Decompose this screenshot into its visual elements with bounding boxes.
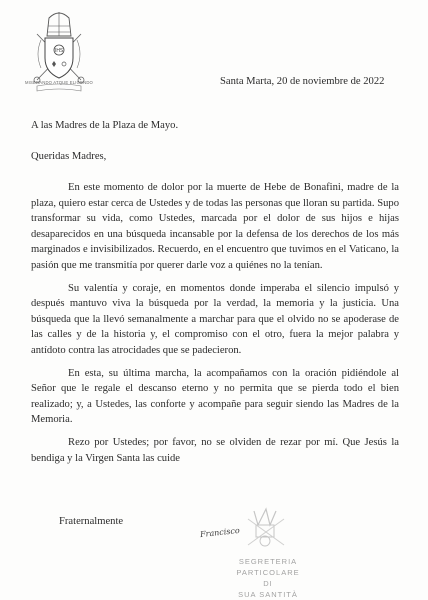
letter-body	[31, 180, 399, 473]
motto-text: MISERANDO ATQUE ELIGENDO	[24, 80, 93, 85]
stamp-line: DI	[263, 579, 273, 588]
handwritten-signature: Francisco	[199, 525, 241, 540]
stamp-line: SUA SANTITÀ	[238, 590, 298, 599]
stamp-text	[218, 556, 318, 600]
closing-line: Fraternalmente	[59, 516, 124, 527]
body-paragraph: En este momento de dolor por la muerte de Hebe de Bonafini, madre de la plaza, quiero estar cerca de Ustedes y de todas las personas que lloran su partida. Supo transformar su vida, como Ustedes, marcada por el dolor de sus hijos e hijas desaparecidos en una búsqueda incansable por la defensa de los derechos de los más marginados e invisibilizados. Recuerdo, en el encuentro que tuvimos en el Vaticano, la pasión que me transmitía por querer darle voz a quiénes no la tenían.	[31, 182, 399, 271]
salutation: Queridas Madres,	[31, 151, 107, 162]
stamp-line: SEGRETERIA PARTICOLARE	[236, 557, 300, 577]
svg-text:IHS: IHS	[54, 48, 64, 54]
recipient-line: A las Madres de la Plaza de Mayo.	[31, 120, 179, 131]
body-paragraph: Rezo por Ustedes; por favor, no se olviden de rezar por mí. Que Jesús la bendiga y la Virgen Santa las cuide	[31, 436, 399, 464]
body-paragraph: En esta, su última marcha, la acompañamos con la oración pidiéndole al Señor que le regale el descanso eterno y no permita que se pierda todo el bien realizado; y, a Ustedes, las conforte y acompañe para seguir siendo las Madres de la Memoria.	[31, 367, 399, 426]
body-paragraph: Su valentía y coraje, en momentos donde imperaba el silencio impulsó y después mantuvo viva la búsqueda por la verdad, la memoria y la justicia. Una búsqueda que la llevó semanalmente a marchar para que el olvido no se apoderase de las calles y de la historia y, el compromiso con el otro, fuera la mejor palabra y antídoto contra las atrocidades que se padecieron.	[31, 282, 399, 356]
place-date: Santa Marta, 20 de noviembre de 2022	[220, 76, 385, 87]
